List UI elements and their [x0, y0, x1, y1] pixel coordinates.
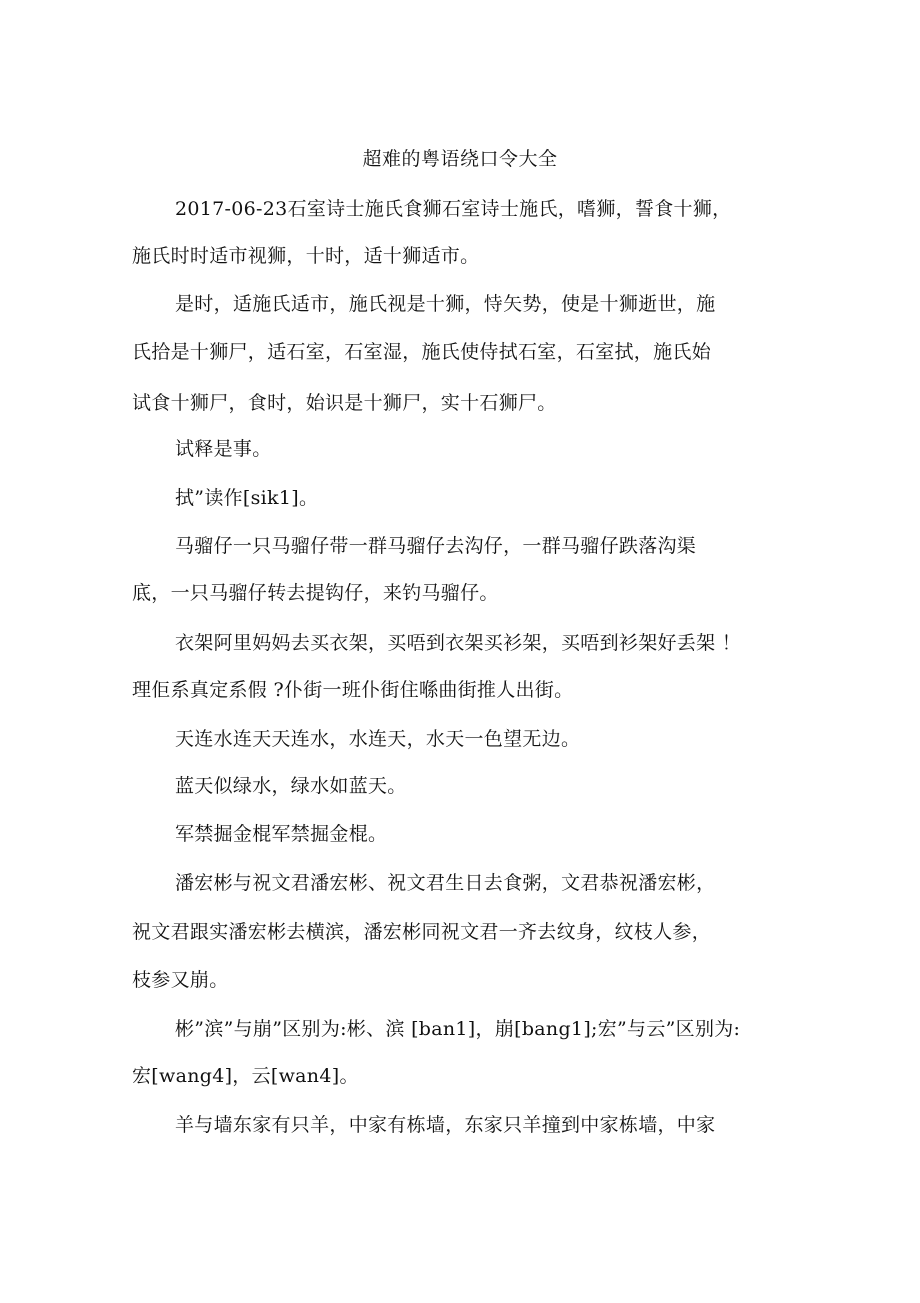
paragraph-line: 试食十狮尸，食时，始识是十狮尸，实十石狮尸。 [132, 392, 557, 414]
paragraph-line: 宏[wang4]，云[wan4]。 [132, 1065, 359, 1087]
paragraph-line: 彬”滨”与崩”区别为:彬、滨 [ban1]，崩[bang1];宏”与云”区别为: [175, 1018, 741, 1040]
paragraph-line: 底，一只马骝仔转去提钩仔，来钓马骝仔。 [132, 582, 499, 604]
paragraph-line: 衣架阿里妈妈去买衣架，买唔到衣架买衫架，买唔到衫架好丢架 ！ [175, 632, 742, 654]
paragraph-line: 羊与墙东家有只羊，中家有栋墙，东家只羊撞到中家栋墙，中家 [175, 1114, 716, 1136]
paragraph-line: 试释是事。 [175, 438, 272, 460]
paragraph-line: 2017-06-23石室诗士施氏食狮石室诗士施氏，嗜狮，誓食十狮， [175, 198, 732, 220]
page-title: 超难的粤语绕口令大全 [362, 148, 558, 170]
paragraph-line: 理佢系真定系假 ?仆街一班仆街住喺曲街推人出街。 [132, 679, 574, 701]
paragraph-line: 蓝天似绿水，绿水如蓝天。 [175, 775, 407, 797]
paragraph-line: 军禁掘金棍军禁掘金棍。 [175, 823, 388, 845]
paragraph-line: 祝文君跟实潘宏彬去横滨，潘宏彬同祝文君一齐去纹身，纹枝人参， [132, 921, 712, 943]
paragraph-line: 氏拾是十狮尸，适石室，石室湿，施氏使侍拭石室，石室拭，施氏始 [132, 341, 712, 363]
paragraph-line: 潘宏彬与祝文君潘宏彬、祝文君生日去食粥，文君恭祝潘宏彬， [175, 872, 716, 894]
paragraph-line: 拭”读作[sik1]。 [175, 487, 319, 509]
paragraph-line: 马骝仔一只马骝仔带一群马骝仔去沟仔，一群马骝仔跌落沟渠 [175, 535, 697, 557]
paragraph-line: 是时，适施氏适市，施氏视是十狮，恃矢势，使是十狮逝世，施 [175, 293, 716, 315]
paragraph-line: 枝参又崩。 [132, 969, 229, 991]
paragraph-line: 施氏时时适市视狮，十时，适十狮适市。 [132, 245, 480, 267]
paragraph-line: 天连水连天天连水，水连天，水天一色望无边。 [175, 728, 581, 750]
